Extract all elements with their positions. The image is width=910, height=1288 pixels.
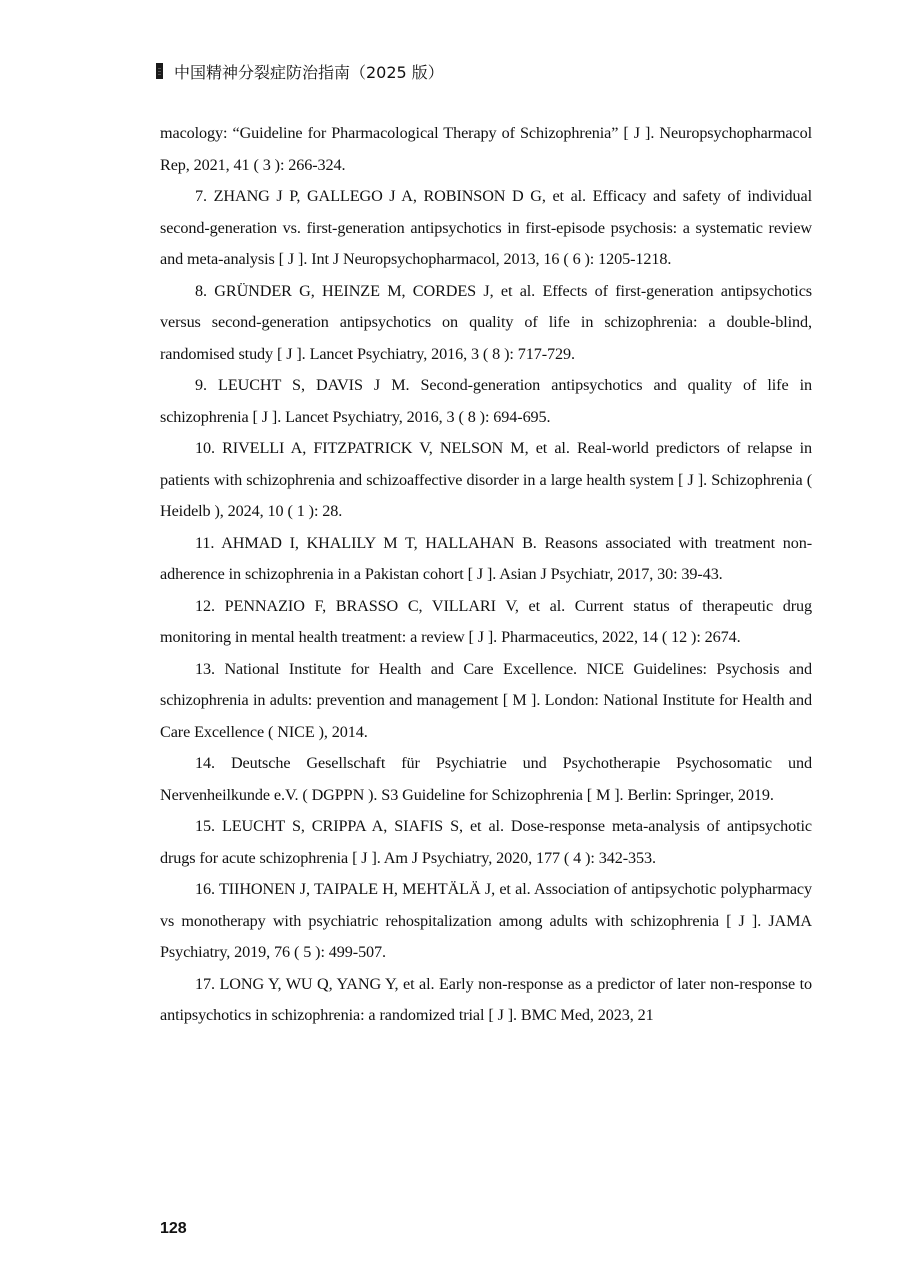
reference-item — [160, 654, 812, 749]
book-title: 中国精神分裂症防治指南（2025 版） — [174, 62, 444, 82]
reference-text: AHMAD I, KHALILY M T, HALLAHAN B. Reasons associated with treatment non-adherence in schizophrenia in a Pakistan cohort [ J ]. Asian J Psychiatr, 2017, 30: 39-43. — [160, 533, 812, 583]
reference-number: 8. — [195, 281, 207, 300]
reference-text: National Institute for Health and Care Excellence. NICE Guidelines: Psychosis and schizophrenia in adults: prevention and management [ M ]. London: National Institute for Health and Care Excellence ( NICE ), 2014. — [160, 659, 812, 741]
reference-number: 17. — [195, 974, 215, 993]
reference-item — [160, 528, 812, 591]
reference-number: 16. — [195, 880, 215, 898]
reference-text: GRÜNDER G, HEINZE M, CORDES J, et al. Effects of first-generation antipsychotics versus second-generation antipsychotics on quality of life in schizophrenia: a double-blind, randomised study [ J ]. Lancet Psychiatry, 2016, 3 ( 8 ): 717-729. — [160, 281, 812, 363]
reference-text: LEUCHT S, DAVIS J M. Second-generation antipsychotics and quality of life in schizophrenia [ J ]. Lancet Psychiatry, 2016, 3 ( 8 ): 694-695. — [160, 376, 812, 426]
reference-number: 13. — [195, 659, 215, 678]
reference-item — [160, 433, 812, 528]
reference-number: 7. — [195, 187, 207, 205]
reference-number: 11. — [195, 533, 215, 552]
header-bar-icon — [156, 63, 163, 79]
reference-number: 15. — [195, 817, 215, 835]
reference-item — [160, 811, 812, 874]
reference-item — [160, 874, 812, 969]
reference-number: 10. — [195, 439, 215, 457]
reference-text: ZHANG J P, GALLEGO J A, ROBINSON D G, et al. Efficacy and safety of individual second-generation vs. first-generation antipsychotics in first-episode psychosis: a systematic review and meta-analysis [ J ]. Int J Neuropsychopharmacol, 2013, 16 ( 6 ): 1205-1218. — [160, 187, 812, 268]
reference-text: LEUCHT S, CRIPPA A, SIAFIS S, et al. Dose-response meta-analysis of antipsychotic drugs for acute schizophrenia [ J ]. Am J Psychiatry, 2020, 177 ( 4 ): 342-353. — [160, 817, 812, 867]
reference-list — [160, 118, 812, 1032]
reference-text: RIVELLI A, FITZPATRICK V, NELSON M, et al. Real-world predictors of relapse in patients with schizophrenia and schizoaffective disorder in a large health system [ J ]. Schizophrenia ( Heidelb ), 2024, 10 ( 1 ): 28. — [160, 439, 812, 520]
reference-item — [160, 591, 812, 654]
reference-number: 12. — [195, 596, 215, 615]
reference-number: 14. — [195, 754, 215, 772]
page-number: 128 — [160, 1220, 187, 1237]
reference-number: 9. — [195, 376, 207, 394]
reference-text: macology: “Guideline for Pharmacological Therapy of Schizophrenia” [ J ]. Neuropsychopharmacol Rep, 2021, 41 ( 3 ): 266-324. — [160, 124, 812, 174]
reference-text: PENNAZIO F, BRASSO C, VILLARI V, et al. Current status of therapeutic drug monitoring in mental health treatment: a review [ J ]. Pharmaceutics, 2022, 14 ( 12 ): 2674. — [160, 596, 812, 646]
reference-item — [160, 276, 812, 371]
reference-item — [160, 748, 812, 811]
reference-text: LONG Y, WU Q, YANG Y, et al. Early non-response as a predictor of later non-response to antipsychotics in schizophrenia: a randomized trial [ J ]. BMC Med, 2023, 21 — [160, 974, 813, 1024]
reference-item — [160, 969, 812, 1032]
reference-text: Deutsche Gesellschaft für Psychiatrie und Psychotherapie Psychosomatic und Nervenheilkunde e.V. ( DGPPN ). S3 Guideline for Schizophrenia [ M ]. Berlin: Springer, 2019. — [160, 754, 813, 804]
reference-item-continued — [160, 118, 812, 181]
reference-text: TIIHONEN J, TAIPALE H, MEHTÄLÄ J, et al. Association of antipsychotic polypharmacy vs monotherapy with psychiatric rehospitalization among adults with schizophrenia [ J ]. JAMA Psychiatry, 2019, 76 ( 5 ): 499-507. — [160, 880, 812, 961]
reference-item — [160, 181, 812, 276]
reference-item — [160, 370, 812, 433]
running-header — [156, 60, 444, 82]
